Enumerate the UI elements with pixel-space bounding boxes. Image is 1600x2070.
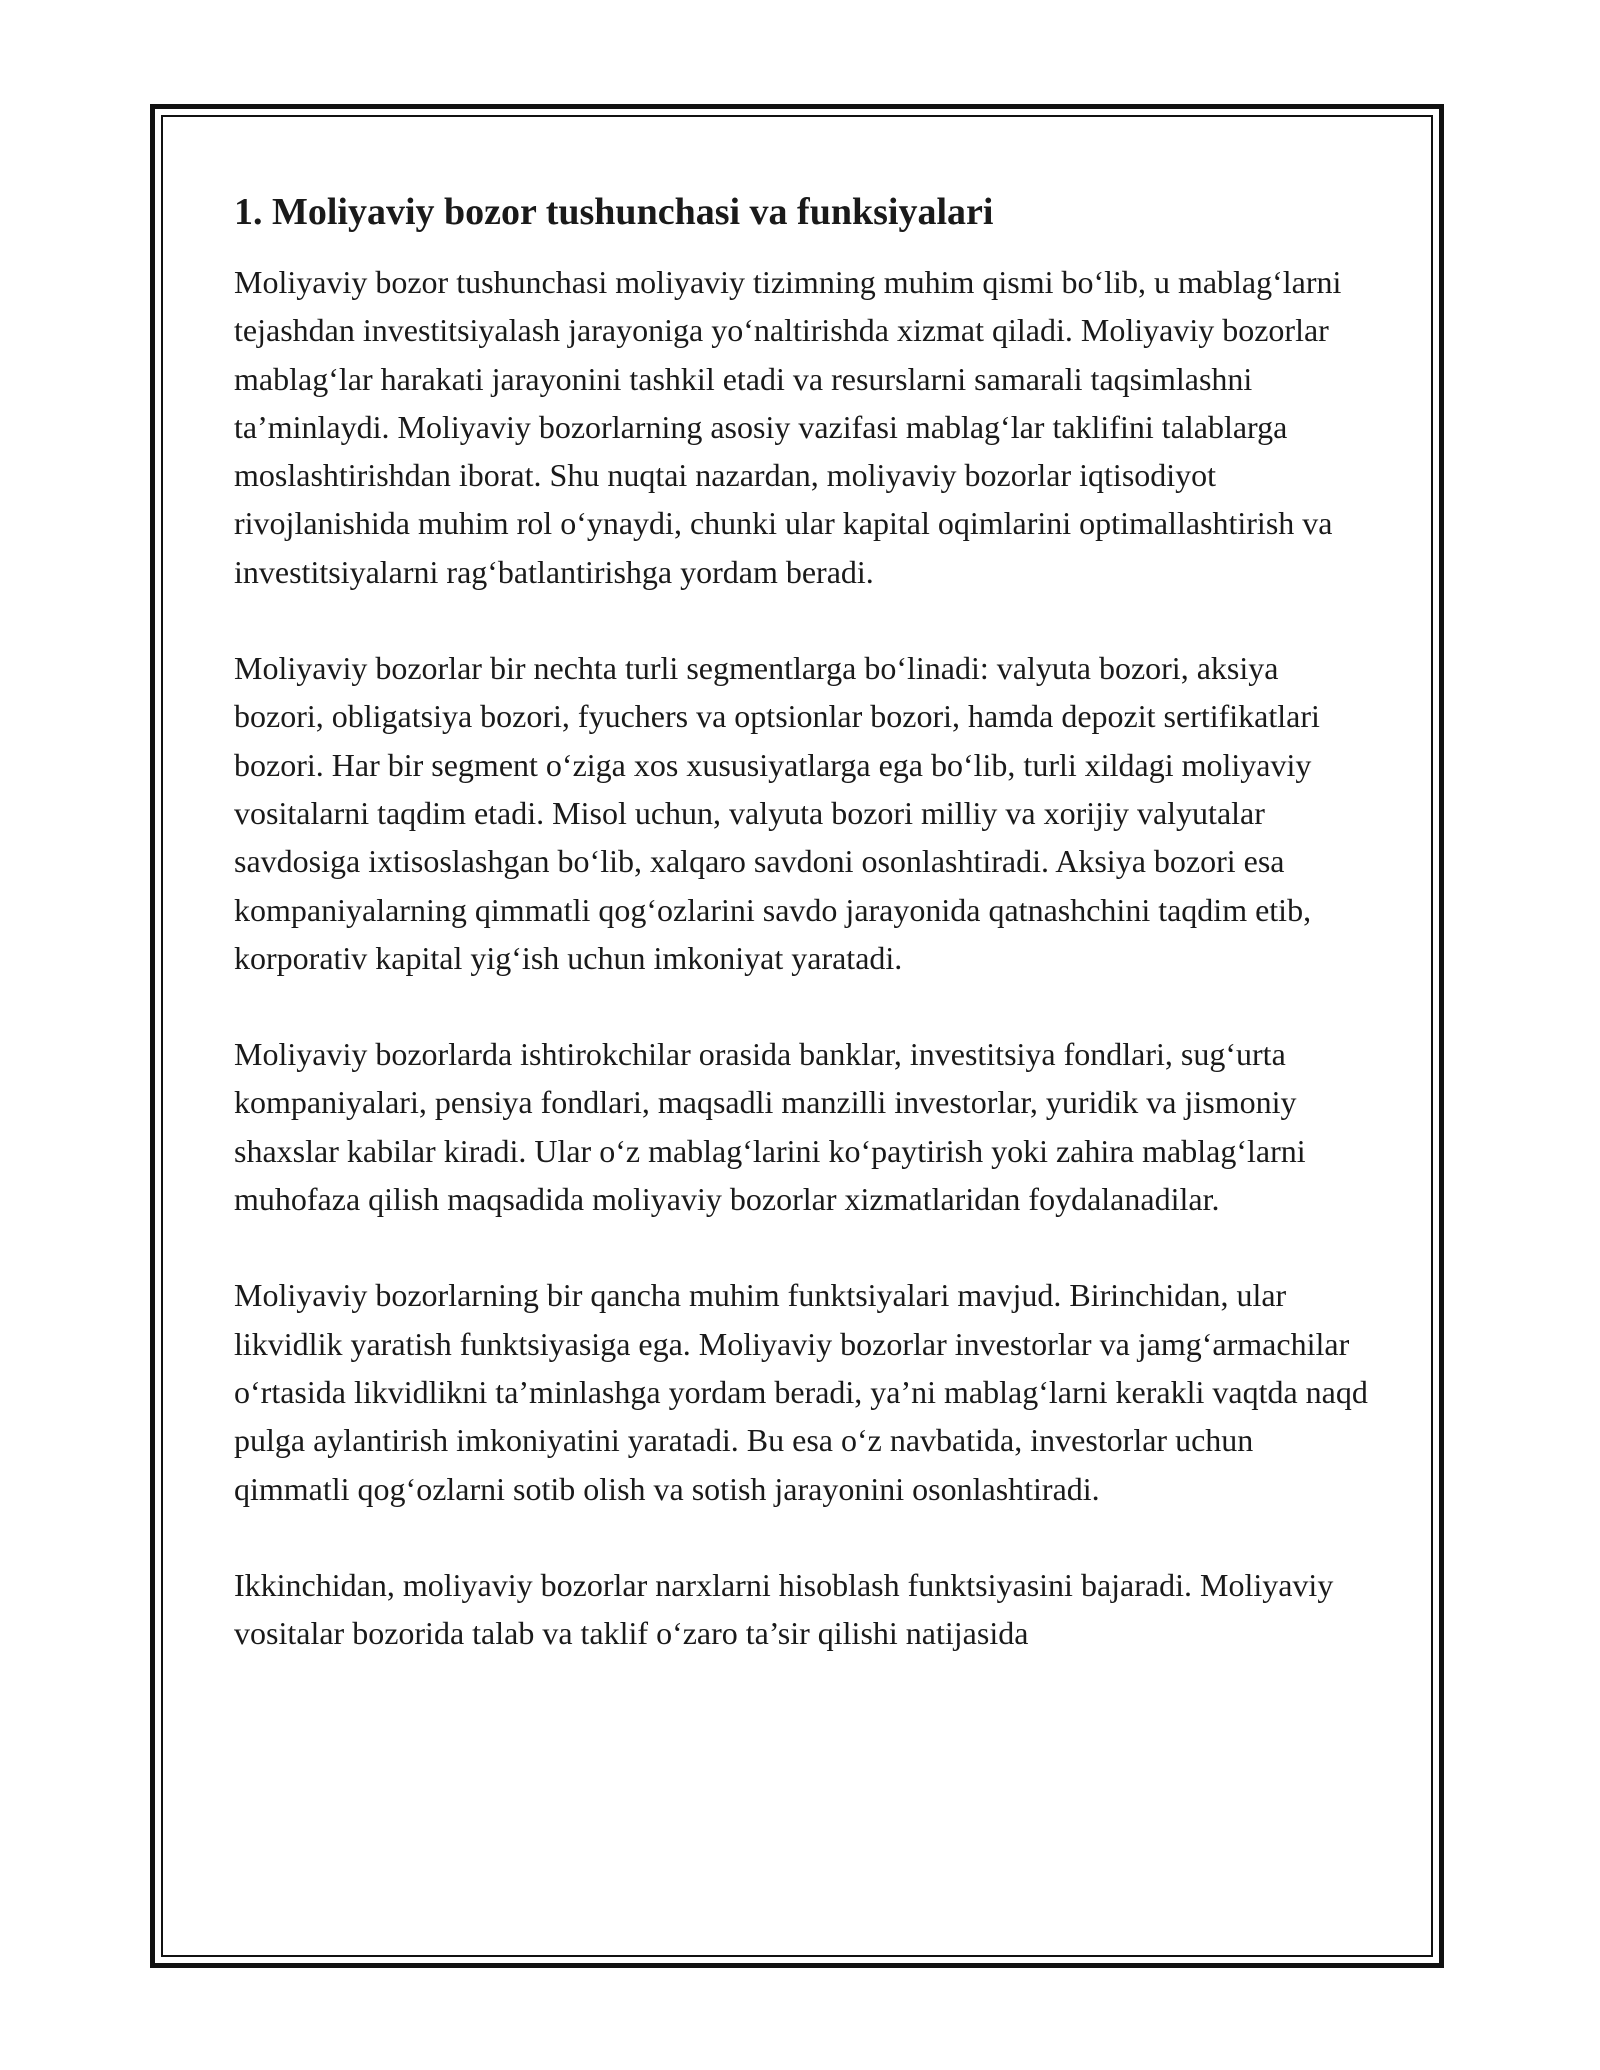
paragraph-1: Moliyaviy bozor tushunchasi moliyaviy tizimning muhim qismi bo‘lib, u mablag‘larni tejashdan investitsiyalash jarayoniga yo‘naltirishda xizmat qiladi. Moliyaviy bozorlar mablag‘lar harakati jarayonini tashkil etadi va resurslarni samarali taqsimlashni ta’minlaydi. Moliyaviy bozorlarning asosiy vazifasi mablag‘lar taklifini talablarga moslashtirishdan iborat. Shu nuqtai nazardan, moliyaviy bozorlar iqtisodiyot rivojlanishida muhim rol o‘ynaydi, chunki ular kapital oqimlarini optimallashtirish va investitsiyalarni rag‘batlantirishga yordam beradi.: [234, 264, 1342, 590]
section-heading: 1. Moliyaviy bozor tushunchasi va funksiyalari: [234, 191, 994, 233]
paragraph-5: Ikkinchidan, moliyaviy bozorlar narxlarni hisoblash funktsiyasini bajaradi. Moliyaviy vositalar bozorida talab va taklif o‘zaro ta’sir qilishi natijasida: [234, 1566, 1334, 1652]
document-body: [234, 186, 1374, 1657]
paragraph-4: Moliyaviy bozorlarning bir qancha muhim funktsiyalari mavjud. Birinchidan, ular likvidlik yaratish funktsiyasiga ega. Moliyaviy bozorlar investorlar va jamg‘armachilar o‘rtasida likvidlikni ta’minlashga yordam beradi, ya’ni mablag‘larni kerakli vaqtda naqd pulga aylantirish imkoniyatini yaratadi. Bu esa o‘z navbatida, investorlar uchun qimmatli qog‘ozlarni sotib olish va sotish jarayonini osonlashtiradi.: [234, 1277, 1368, 1507]
paragraph-2: Moliyaviy bozorlar bir nechta turli segmentlarga bo‘linadi: valyuta bozori, aksiya bozori, obligatsiya bozori, fyuchers va optsionlar bozori, hamda depozit sertifikatlari bozori. Har bir segment o‘ziga xos xususiyatlarga ega bo‘lib, turli xildagi moliyaviy vositalarni taqdim etadi. Misol uchun, valyuta bozori milliy va xorijiy valyutalar savdosiga ixtisoslashgan bo‘lib, xalqaro savdoni osonlashtiradi. Aksiya bozori esa kompaniyalarning qimmatli qog‘ozlarini savdo jarayonida qatnashchini taqdim etib, korporativ kapital yig‘ish uchun imkoniyat yaratadi.: [234, 650, 1320, 976]
paragraph-3: Moliyaviy bozorlarda ishtirokchilar orasida banklar, investitsiya fondlari, sug‘urta kompaniyalari, pensiya fondlari, maqsadli manzilli investorlar, yuridik va jismoniy shaxslar kabilar kiradi. Ular o‘z mablag‘larini ko‘paytirish yoki zahira mablag‘larni muhofaza qilish maqsadida moliyaviy bozorlar xizmatlaridan foydalanadilar.: [234, 1036, 1306, 1218]
